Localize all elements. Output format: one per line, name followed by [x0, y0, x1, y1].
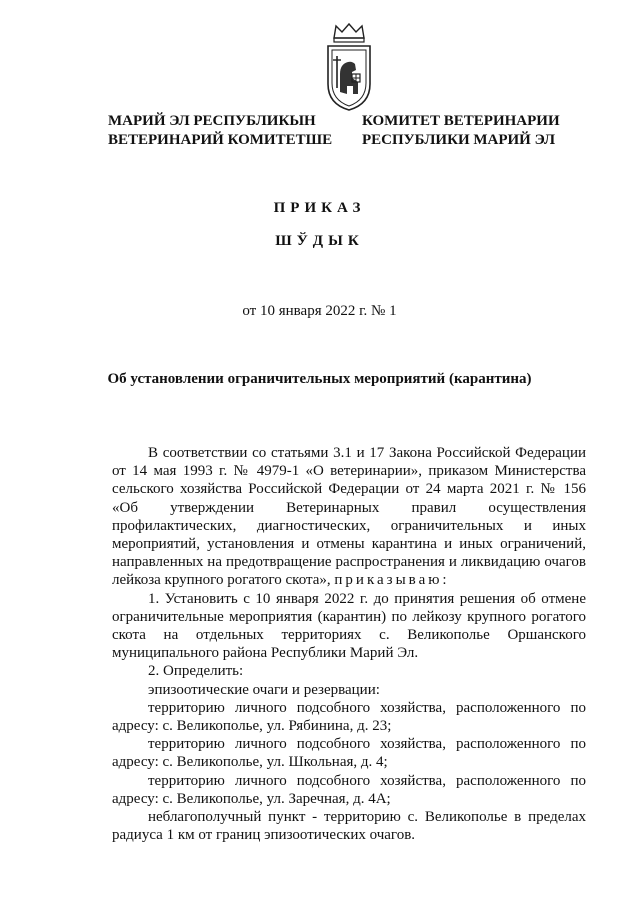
date-line: от 10 января 2022 г. № 1 — [242, 303, 397, 319]
header-left — [108, 112, 368, 150]
header-left-line-2: ВЕТЕРИНАРИЙ КОМИТЕТШЕ — [108, 132, 333, 148]
paragraph-unfavorable-point: неблагополучный пункт - территорию с. Великополье в пределах радиуса 1 км от границ эпизоотических очагов. — [112, 809, 586, 844]
subject-line: Об установлении ограничительных мероприятий (карантина) — [107, 371, 532, 387]
document-body — [112, 444, 586, 844]
paragraph-address-3: территорию личного подсобного хозяйства, расположенного по адресу: с. Великополье, ул. Заречная, д. 4А; — [112, 772, 586, 807]
paragraph-foci-heading: эпизоотические очаги и резервации: — [148, 681, 380, 698]
order-word: приказываю: — [334, 572, 450, 589]
paragraph-address-1: территорию личного подсобного хозяйства, расположенного по адресу: с. Великополье, ул. Рябинина, д. 23; — [112, 699, 586, 735]
header-right-line-2: РЕСПУБЛИКИ МАРИЙ ЭЛ — [362, 132, 556, 148]
paragraph-item-2: 2. Определить: — [148, 663, 244, 680]
paragraph-address-2: территорию личного подсобного хозяйства, расположенного по адресу: с. Великополье, ул. Школьная, д. 4; — [112, 736, 586, 771]
paragraph-preamble — [112, 444, 586, 590]
paragraph-item-1: 1. Установить с 10 января 2022 г. до принятия решения об отмене ограничительные мероприятия (карантин) по лейкозу крупного рогатого скота на отдельных территориях с. Великополье Оршанского муниципального района Республики Марий Эл. — [112, 590, 586, 662]
coat-of-arms-emblem — [322, 22, 376, 112]
preamble-text: В соответствии со статьями 3.1 и 17 Закона Российской Федерации от 14 мая 1993 г. № 4979-1 «О ветеринарии», приказом Министерства сельского хозяйства Российской Федерации от 24 марта 2021 г. № 156 «Об утверждении Ветеринарных правил осуществления профилактических, диагностических, ограничительных и иных мероприятий, установления и отмены карантина и иных ограничений, направленных на предотвращение распространения и ликвидацию очагов лейкоза крупного рогатого скота», — [112, 445, 586, 589]
header-right-line-1: КОМИТЕТ ВЕТЕРИНАРИИ — [362, 113, 560, 129]
header-right — [362, 112, 582, 150]
doc-type-mari: ШЎДЫК — [275, 233, 364, 249]
header-left-line-1: МАРИЙ ЭЛ РЕСПУБЛИКЫН — [108, 113, 316, 129]
doc-type-russian: ПРИКАЗ — [273, 200, 366, 216]
